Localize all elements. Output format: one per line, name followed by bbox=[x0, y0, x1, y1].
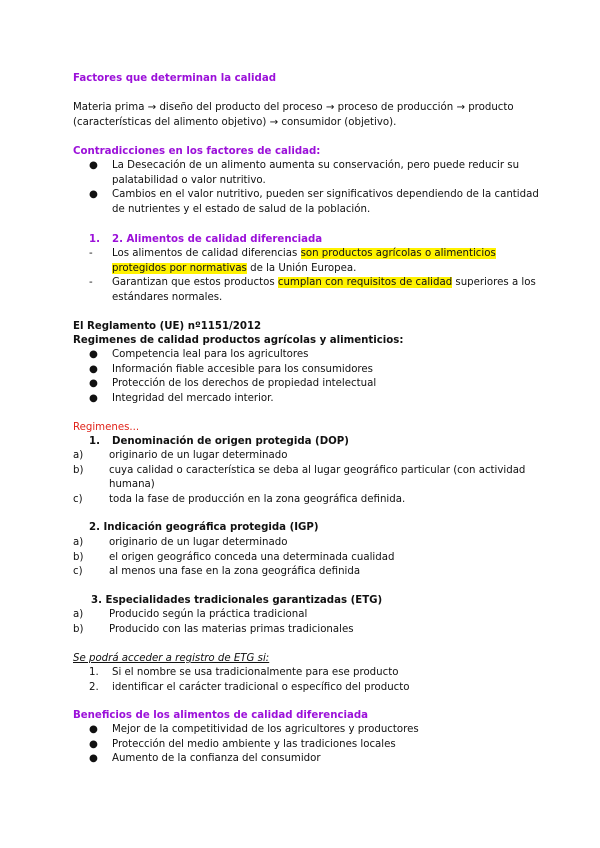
bullet-icon: ● bbox=[89, 189, 98, 201]
alimentos-list bbox=[89, 247, 536, 305]
list-item: ● Competencia leal para los agricultores bbox=[89, 348, 376, 363]
list-item: - Garantizan que estos productos cumplan con requisitos de calidad superiores a los estándares normales. bbox=[89, 277, 536, 303]
list-item: ● Aumento de la confianza del consumidor bbox=[89, 752, 419, 767]
bullet-icon: ● bbox=[89, 753, 98, 765]
bullet-icon: ● bbox=[89, 738, 98, 750]
list-item bbox=[89, 188, 539, 217]
contradicciones-list bbox=[89, 159, 539, 217]
process-chain-line-1: Materia prima → diseño del producto del proceso → proceso de producción → producto bbox=[73, 102, 514, 113]
list-item: a) originario de un lugar determinado bbox=[73, 537, 288, 548]
bullet-icon: ● bbox=[89, 392, 98, 404]
etg-list bbox=[73, 608, 354, 637]
highlight: son productos agrícolas o alimenticios bbox=[300, 248, 496, 259]
section-heading-alimentos bbox=[89, 233, 322, 248]
list-item: 2. identificar el carácter tradicional o específico del producto bbox=[89, 681, 410, 693]
bullet-icon: ● bbox=[89, 363, 98, 375]
list-item: ● Mejor de la competitividad de los agricultores y productores bbox=[89, 723, 419, 738]
list-item: ● Protección de los derechos de propiedad intelectual bbox=[89, 377, 376, 392]
bullet-icon: ● bbox=[89, 724, 98, 735]
etg-title: 3. Especialidades tradicionales garantizadas (ETG) bbox=[91, 595, 383, 606]
process-chain-line-2: (características del alimento objetivo) → consumidor (objetivo). bbox=[73, 117, 397, 128]
section-heading-regimenes: Regimenes... bbox=[73, 422, 140, 433]
list-item: c) toda la fase de producción en la zona geográfica definida. bbox=[73, 493, 406, 505]
list-item: ● Integridad del mercado interior. bbox=[89, 392, 376, 407]
section-heading-beneficios: Beneficios de los alimentos de calidad diferenciada bbox=[73, 710, 369, 721]
regulation-title: El Reglamento (UE) nº1151/2012 bbox=[73, 321, 262, 332]
list-item: ● Protección del medio ambiente y las tradiciones locales bbox=[89, 738, 419, 753]
dop-title: 1. Denominación de origen protegida (DOP) bbox=[89, 436, 349, 447]
list-item: b) cuya calidad o característica se deba al lugar geográfico particular (con actividad humana) bbox=[73, 464, 526, 491]
beneficios-list bbox=[89, 723, 419, 767]
list-item-text: palatabilidad o valor nutritivo. bbox=[112, 174, 266, 186]
bullet-icon: ● bbox=[89, 378, 98, 390]
list-item-text: Cambios en el valor nutritivo, pueden ser significativos dependiendo de la cantidad bbox=[112, 189, 539, 201]
list-item: ● Información fiable accesible para los consumidores bbox=[89, 363, 376, 378]
highlight: protegidos por normativas bbox=[112, 262, 247, 274]
list-item: 1. Si el nombre se usa tradicionalmente para ese producto bbox=[89, 667, 399, 678]
heading-text: 2. Alimentos de calidad diferenciada bbox=[112, 234, 323, 245]
section-heading-regimenes-calidad: Regimenes de calidad productos agrícolas y alimenticios: bbox=[73, 335, 404, 346]
list-item-text: de nutrientes y el estado de salud de la población. bbox=[112, 203, 371, 215]
section-heading-factores: Factores que determinan la calidad bbox=[73, 73, 276, 84]
list-item: - Los alimentos de calidad diferencias son productos agrícolas o alimenticios protegidos por normativas de la Unión Europea. bbox=[89, 248, 496, 274]
regimenes-list bbox=[89, 348, 376, 406]
section-heading-contradicciones: Contradicciones en los factores de calidad: bbox=[73, 146, 321, 157]
heading-number: 1. bbox=[89, 234, 100, 245]
list-item: a) Producido según la práctica tradicional bbox=[73, 609, 308, 620]
igp-list bbox=[73, 536, 394, 580]
list-item: a) originario de un lugar determinado bbox=[73, 450, 288, 461]
list-item: b) el origen geográfico conceda una determinada cualidad bbox=[73, 551, 395, 563]
section-heading-registro-etg: Se podrá acceder a registro de ETG si: bbox=[73, 653, 270, 664]
bullet-icon: ● bbox=[89, 160, 98, 171]
list-item bbox=[89, 159, 539, 188]
dash-icon: - bbox=[89, 277, 93, 289]
highlight: cumplan con requisitos de calidad bbox=[277, 277, 453, 289]
bullet-icon: ● bbox=[89, 349, 98, 360]
list-item: c) al menos una fase en la zona geográfica definida bbox=[73, 566, 361, 578]
igp-title: 2. Indicación geográfica protegida (IGP) bbox=[89, 522, 319, 533]
registro-etg-list bbox=[89, 666, 410, 695]
list-item-text: La Desecación de un alimento aumenta su conservación, pero puede reducir su bbox=[112, 160, 520, 171]
list-item: b) Producido con las materias primas tradicionales bbox=[73, 623, 354, 635]
dop-list bbox=[73, 449, 525, 507]
dash-icon: - bbox=[89, 248, 93, 259]
